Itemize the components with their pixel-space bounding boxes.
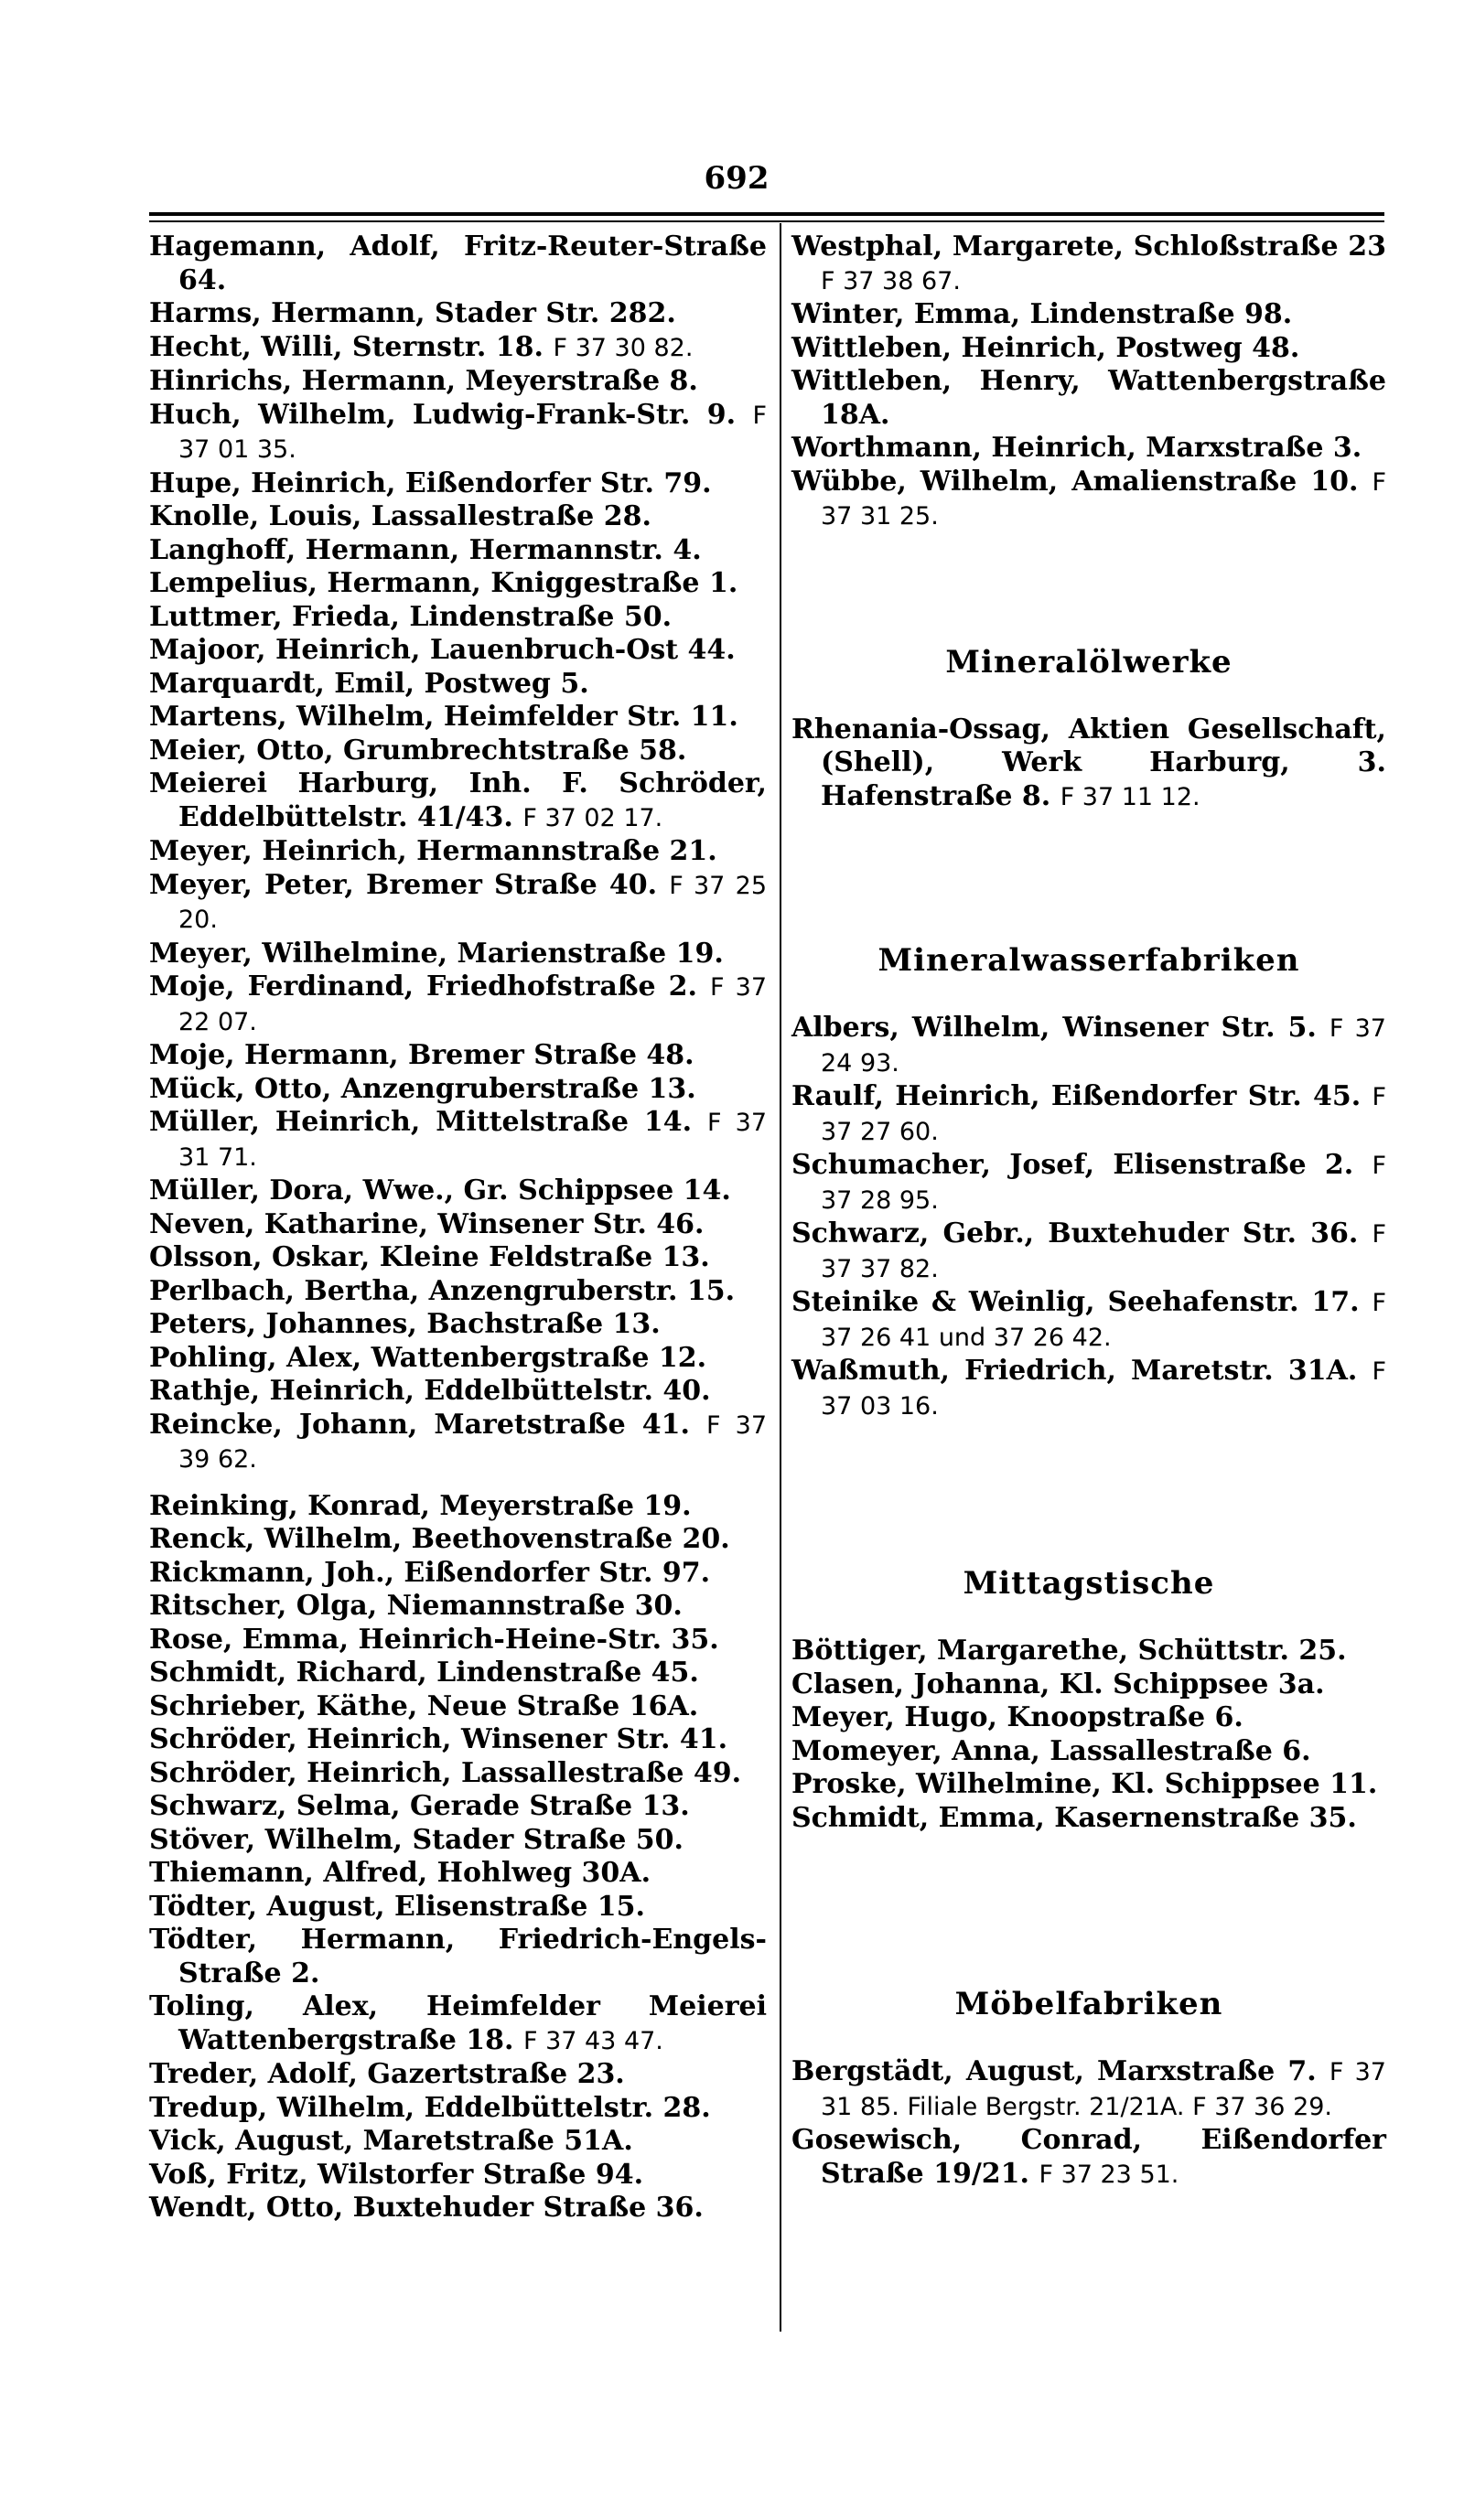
section-heading: Möbelfabriken <box>954 1986 1223 2022</box>
directory-entry <box>149 1490 767 1524</box>
directory-entry <box>149 1790 767 1824</box>
entry-name: Luttmer, Frieda, Lindenstraße 50. <box>149 600 673 633</box>
directory-entry <box>149 1308 767 1342</box>
directory-entry <box>149 1073 767 1107</box>
entry-name: Voß, Fritz, Wilstorfer Straße 94. <box>149 2158 644 2191</box>
entry-name: Moje, Ferdinand, Friedhofstraße 2. <box>149 970 697 1003</box>
entry-phone: F 37 31 25. <box>821 467 1386 531</box>
entry-name: Olsson, Oskar, Kleine Feldstraße 13. <box>149 1241 710 1273</box>
entry-name: Pohling, Alex, Wattenbergstraße 12. <box>149 1341 707 1374</box>
entry-phone: F 37 03 16. <box>821 1357 1386 1421</box>
directory-entry <box>149 1557 767 1591</box>
entry-name: Meyer, Wilhelmine, Marienstraße 19. <box>149 937 724 970</box>
entry-phone: F 37 22 07. <box>178 973 767 1036</box>
entry-name: Mück, Otto, Anzengruberstraße 13. <box>149 1072 696 1105</box>
directory-entry <box>149 1657 767 1690</box>
entry-name: Müller, Heinrich, Mittelstraße 14. <box>149 1106 693 1138</box>
directory-entry <box>791 1286 1386 1355</box>
directory-entry <box>149 1275 767 1309</box>
entry-name: Rickmann, Joh., Eißendorfer Str. 97. <box>149 1556 711 1589</box>
directory-entry <box>149 467 767 501</box>
directory-entry <box>149 767 767 835</box>
directory-entry <box>149 1039 767 1073</box>
directory-entry <box>149 1624 767 1657</box>
directory-entry <box>149 634 767 668</box>
entry-name: Waßmuth, Friedrich, Maretstr. 31A. <box>791 1355 1358 1387</box>
entry-name: Vick, August, Maretstraße 51A. <box>149 2125 633 2157</box>
directory-entry <box>149 1409 767 1477</box>
entry-name: Meyer, Hugo, Knoopstraße 6. <box>791 1701 1243 1733</box>
directory-entry <box>149 231 767 297</box>
directory-entry <box>149 331 767 366</box>
directory-entry <box>149 1375 767 1409</box>
entry-name: Hecht, Willi, Sternstr. 18. <box>149 330 544 363</box>
entry-name: Knolle, Louis, Lassallestraße 28. <box>149 500 651 532</box>
directory-entry <box>149 399 767 467</box>
entry-name: Schmidt, Richard, Lindenstraße 45. <box>149 1657 699 1689</box>
directory-entry <box>791 1701 1386 1735</box>
entry-name: Schröder, Heinrich, Lassallestraße 49. <box>149 1756 742 1789</box>
entry-name: Ritscher, Olga, Niemannstraße 30. <box>149 1590 683 1622</box>
spacer <box>791 1602 1386 1635</box>
entry-name: Renck, Wilhelm, Beethovenstraße 20. <box>149 1523 730 1555</box>
directory-entry <box>149 2092 767 2126</box>
right-column <box>791 231 1386 2192</box>
directory-entry <box>791 1735 1386 1769</box>
directory-entry <box>791 1012 1386 1080</box>
directory-entry <box>149 1824 767 1858</box>
directory-entry <box>149 1757 767 1791</box>
spacer <box>791 1835 1386 1986</box>
directory-entry <box>791 1668 1386 1702</box>
directory-entry <box>791 1768 1386 1802</box>
directory-entry <box>149 1342 767 1376</box>
spacer <box>791 534 1386 644</box>
entry-name: Winter, Emma, Lindenstraße 98. <box>791 298 1293 330</box>
entry-name: Schwarz, Gebr., Buxtehuder Str. 36. <box>791 1217 1359 1249</box>
entry-name: Momeyer, Anna, Lassallestraße 6. <box>791 1734 1311 1767</box>
spacer <box>149 1477 767 1490</box>
directory-entry <box>149 567 767 601</box>
entry-name: Schröder, Heinrich, Winsener Str. 41. <box>149 1723 728 1755</box>
directory-entry <box>149 2159 767 2193</box>
entry-name: Tredup, Wilhelm, Eddelbüttelstr. 28. <box>149 2091 711 2124</box>
directory-entry <box>791 1802 1386 1836</box>
directory-entry <box>149 601 767 635</box>
entry-phone: F 37 26 41 und 37 26 42. <box>821 1289 1386 1352</box>
entry-phone: F 37 39 62. <box>178 1410 767 1474</box>
entry-name: Reincke, Johann, Maretstraße 41. <box>149 1408 690 1441</box>
entry-name: Raulf, Heinrich, Eißendorfer Str. 45. <box>791 1080 1362 1112</box>
entry-name: Wendt, Otto, Buxtehuder Straße 36. <box>149 2192 704 2224</box>
directory-entry <box>149 500 767 534</box>
entry-name: Hinrichs, Hermann, Meyerstraße 8. <box>149 365 698 397</box>
directory-entry <box>149 1690 767 1724</box>
entry-name: Reinking, Konrad, Meyerstraße 19. <box>149 1489 692 1522</box>
entry-phone: F 37 11 12. <box>1060 782 1200 811</box>
entry-phone: F 37 31 85. Filiale Bergstr. 21/21A. F 37 36 29. <box>821 2058 1386 2121</box>
entry-phone: F 37 38 67. <box>821 266 961 295</box>
header-rule-thin <box>149 220 1384 222</box>
entry-name: Moje, Hermann, Bremer Straße 48. <box>149 1039 694 1071</box>
entry-name: Marquardt, Emil, Postweg 5. <box>149 667 589 700</box>
entry-phone: F 37 28 95. <box>821 1152 1386 1215</box>
entry-name: Neven, Katharine, Winsener Str. 46. <box>149 1207 705 1240</box>
entry-name: Meierei Harburg, Inh. F. Schröder, Eddelbüttelstr. 41/43. <box>149 767 767 833</box>
directory-entry <box>149 2058 767 2092</box>
entry-name: Toling, Alex, Heimfelder Meierei Wattenbergstraße 18. <box>149 1990 767 2056</box>
directory-entry <box>791 713 1386 815</box>
entry-name: Majoor, Heinrich, Lauenbruch-Ost 44. <box>149 634 736 666</box>
directory-entry <box>149 1990 767 2058</box>
entry-phone: F 37 31 71. <box>178 1109 767 1172</box>
entry-phone: F 37 02 17. <box>522 803 663 832</box>
directory-entry <box>149 1241 767 1275</box>
entry-name: Rathje, Heinrich, Eddelbüttelstr. 40. <box>149 1375 711 1407</box>
spacer <box>791 1423 1386 1565</box>
entry-name: Treder, Adolf, Gazertstraße 23. <box>149 2058 625 2090</box>
page-number: 692 <box>704 160 770 197</box>
directory-entry <box>791 1080 1386 1149</box>
entry-name: Huch, Wilhelm, Ludwig-Frank-Str. 9. <box>149 398 737 431</box>
directory-entry <box>149 835 767 869</box>
spacer <box>791 979 1386 1012</box>
entry-name: Rose, Emma, Heinrich-Heine-Str. 35. <box>149 1623 719 1656</box>
directory-entry <box>149 1523 767 1557</box>
directory-entry <box>149 1590 767 1624</box>
entry-name: Hupe, Heinrich, Eißendorfer Str. 79. <box>149 466 712 499</box>
directory-entry <box>791 365 1386 432</box>
header-rule-thick <box>149 212 1384 216</box>
entry-phone: F 37 37 82. <box>821 1220 1386 1283</box>
entry-name: Albers, Wilhelm, Winsener Str. 5. <box>791 1012 1317 1044</box>
entry-name: Steinike & Weinlig, Seehafenstr. 17. <box>791 1286 1360 1318</box>
entry-name: Worthmann, Heinrich, Marxstraße 3. <box>791 432 1362 464</box>
directory-entry <box>791 432 1386 466</box>
entry-phone: F 37 43 47. <box>522 2026 663 2055</box>
entry-name: Schrieber, Käthe, Neue Straße 16A. <box>149 1689 699 1722</box>
directory-entry <box>149 701 767 735</box>
section-heading: Mineralwasserfabriken <box>877 942 1300 979</box>
entry-name: Thiemann, Alfred, Hohlweg 30A. <box>149 1857 651 1889</box>
directory-entry <box>791 231 1386 298</box>
entry-name: Stöver, Wilhelm, Stader Straße 50. <box>149 1823 684 1856</box>
directory-entry <box>791 332 1386 366</box>
spacer <box>791 2022 1386 2055</box>
entry-name: Harms, Hermann, Stader Str. 282. <box>149 297 676 329</box>
entry-name: Lempelius, Hermann, Kniggestraße 1. <box>149 567 738 599</box>
directory-entry <box>149 1106 767 1174</box>
directory-entry <box>149 668 767 702</box>
directory-entry <box>149 1857 767 1891</box>
entry-name: Wittleben, Heinrich, Postweg 48. <box>791 331 1300 364</box>
entry-name: Müller, Dora, Wwe., Gr. Schippsee 14. <box>149 1174 731 1206</box>
directory-entry <box>149 2125 767 2159</box>
spacer <box>791 814 1386 942</box>
directory-entry <box>791 2124 1386 2192</box>
entry-name: Perlbach, Bertha, Anzengruberstr. 15. <box>149 1274 736 1307</box>
directory-entry <box>149 297 767 331</box>
entry-name: Proske, Wilhelmine, Kl. Schippsee 11. <box>791 1768 1378 1800</box>
directory-entry <box>149 735 767 768</box>
entry-phone: F 37 25 20. <box>178 871 767 934</box>
section-heading: Mineralölwerke <box>945 643 1233 681</box>
entry-name: Clasen, Johanna, Kl. Schippsee 3a. <box>791 1667 1325 1700</box>
left-column <box>149 231 767 2225</box>
directory-entry <box>149 1174 767 1208</box>
section-heading: Mittagstische <box>963 1565 1215 1602</box>
directory-entry <box>791 1149 1386 1217</box>
entry-phone: F 37 27 60. <box>821 1083 1386 1146</box>
directory-entry <box>791 2055 1386 2124</box>
directory-entry <box>149 1723 767 1757</box>
spacer <box>791 681 1386 713</box>
directory-entry <box>149 2192 767 2225</box>
entry-name: Westphal, Margarete, Schloßstraße 23 <box>791 231 1386 263</box>
entry-name: Peters, Johannes, Bachstraße 13. <box>149 1308 661 1340</box>
directory-entry <box>791 466 1386 534</box>
directory-entry <box>149 970 767 1039</box>
entry-name: Rhenania-Ossag, Aktien Gesellschaft, (Shell), Werk Harburg, 3. Hafenstraße 8. <box>791 713 1386 812</box>
entry-name: Langhoff, Hermann, Hermannstr. 4. <box>149 533 702 566</box>
directory-entry <box>149 534 767 568</box>
entry-name: Martens, Wilhelm, Heimfelder Str. 11. <box>149 701 738 733</box>
entry-name: Bergstädt, August, Marxstraße 7. <box>791 2055 1317 2087</box>
entry-name: Schmidt, Emma, Kasernenstraße 35. <box>791 1801 1357 1834</box>
directory-entry <box>149 1208 767 1242</box>
directory-entry <box>791 1355 1386 1423</box>
entry-name: Wübbe, Wilhelm, Amalienstraße 10. <box>791 465 1359 498</box>
entry-phone: F 37 23 51. <box>1039 2160 1179 2189</box>
directory-entry <box>149 938 767 971</box>
directory-entry <box>791 1635 1386 1668</box>
directory-entry <box>791 298 1386 332</box>
entry-name: Schwarz, Selma, Gerade Straße 13. <box>149 1790 690 1822</box>
directory-entry <box>149 1891 767 1925</box>
entry-name: Hagemann, Adolf, Fritz-Reuter-Straße 64. <box>149 231 767 296</box>
entry-phone: F 37 30 82. <box>553 333 694 362</box>
entry-name: Schumacher, Josef, Elisenstraße 2. <box>791 1149 1354 1181</box>
entry-name: Meyer, Heinrich, Hermannstraße 21. <box>149 835 717 867</box>
directory-entry <box>149 1924 767 1990</box>
entry-name: Böttiger, Margarethe, Schüttstr. 25. <box>791 1635 1347 1667</box>
entry-name: Meier, Otto, Grumbrechtstraße 58. <box>149 734 687 767</box>
entry-name: Meyer, Peter, Bremer Straße 40. <box>149 868 658 901</box>
entry-name: Tödter, Hermann, Friedrich-Engels-Straße 2. <box>149 1924 767 1989</box>
entry-name: Tödter, August, Elisenstraße 15. <box>149 1890 645 1923</box>
column-divider <box>780 223 781 2332</box>
entry-phone: F 37 01 35. <box>178 401 767 464</box>
entry-name: Wittleben, Henry, Wattenbergstraße 18A. <box>791 365 1386 431</box>
entry-name: Gosewisch, Conrad, Eißendorfer Straße 19/21. <box>791 2124 1386 2190</box>
directory-entry <box>149 365 767 399</box>
directory-entry <box>149 869 767 938</box>
directory-entry <box>791 1217 1386 1286</box>
entry-phone: F 37 24 93. <box>821 1014 1386 1078</box>
